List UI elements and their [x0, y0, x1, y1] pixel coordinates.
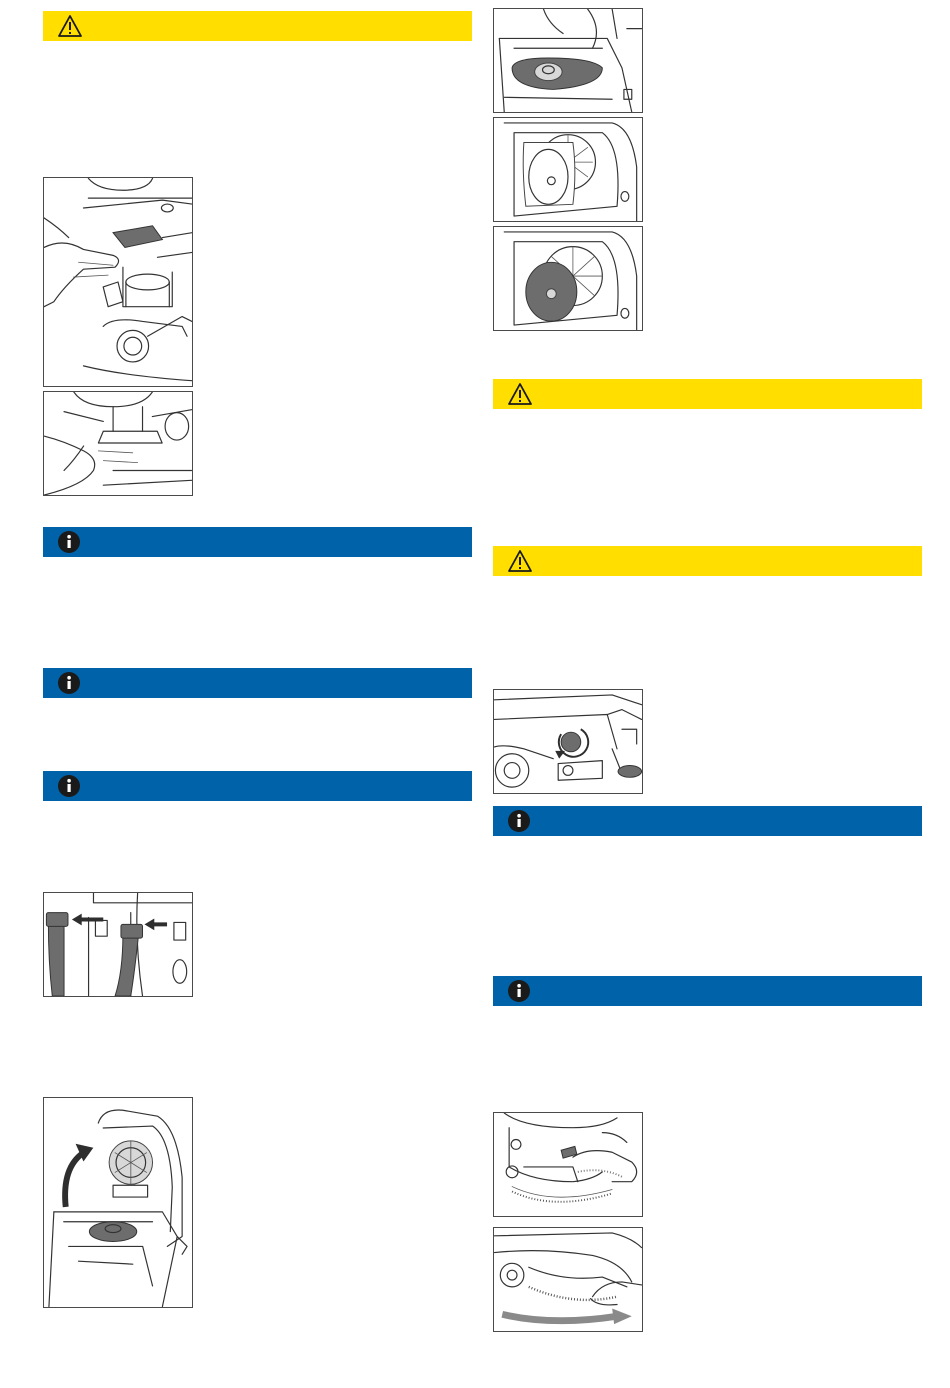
- info-bar-1: [43, 527, 472, 557]
- warning-bar-1: [43, 11, 472, 41]
- illustration-brush-release: [493, 1112, 643, 1217]
- warning-triangle-icon: [507, 382, 533, 406]
- illustration-tank-float: [493, 8, 643, 113]
- illustration-filter-housing: [493, 117, 643, 222]
- warning-bar-2: [493, 379, 922, 409]
- warning-triangle-icon: [507, 549, 533, 573]
- info-bar-4: [493, 806, 922, 836]
- info-bar-2: [43, 668, 472, 698]
- info-i-icon: [57, 671, 81, 695]
- illustration-filter-removed: [493, 226, 643, 331]
- info-bar-3: [43, 771, 472, 801]
- illustration-hose-clip: [43, 391, 193, 496]
- illustration-lever-release: [43, 177, 193, 387]
- info-i-icon: [57, 774, 81, 798]
- illustration-lid-open: [43, 1097, 193, 1308]
- illustration-adjustment-knob: [493, 689, 643, 794]
- warning-bar-3: [493, 546, 922, 576]
- info-i-icon: [57, 530, 81, 554]
- info-i-icon: [507, 979, 531, 1003]
- illustration-brush-rotate: [493, 1227, 643, 1332]
- illustration-hoses-disconnect: [43, 892, 193, 997]
- info-bar-5: [493, 976, 922, 1006]
- warning-triangle-icon: [57, 14, 83, 38]
- info-i-icon: [507, 809, 531, 833]
